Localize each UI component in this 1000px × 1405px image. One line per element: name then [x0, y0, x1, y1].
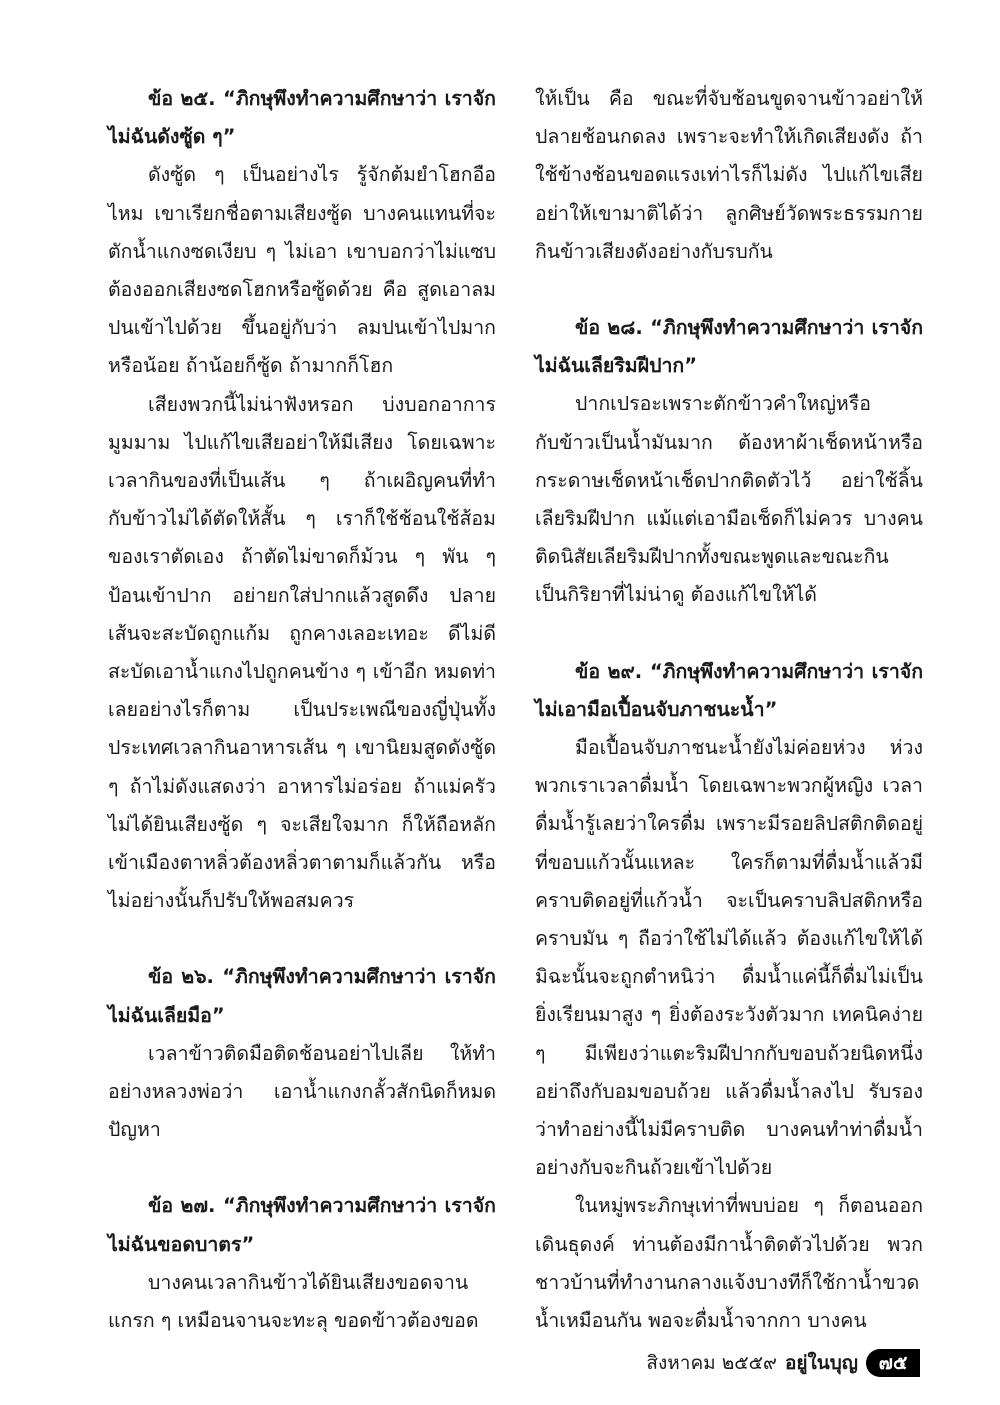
page-number-badge: ๗๕ — [866, 1349, 920, 1377]
footer-date: สิงหาคม ๒๕๕๙ — [646, 1352, 777, 1374]
right-column — [535, 80, 923, 1340]
section-29-paragraph-1: มือเปื้อนจับภาชนะน้ำยังไม่ค่อยห่วง ห่วงพวกเราเวลาดื่มน้ำ โดยเฉพาะพวกผู้หญิง เวลาดื่มน้ำรู้เลยว่าใครดื่ม เพราะมีรอยลิปสติกติดอยู่ที่ขอบแก้วนั้นแหละ ใครก็ตามที่ดื่มน้ำแล้วมีคราบติดอยู่ที่แก้วน้ำ จะเป็นคราบลิปสติกหรือคราบมัน ๆ ถือว่าใช้ไม่ได้แล้ว ต้องแก้ไขให้ได้ มิฉะนั้นจะถูกตำหนิว่า ดื่มน้ำแค่นี้ก็ดื่มไม่เป็น ยิ่งเรียนมาสูง ๆ ยิ่งต้องระวังตัวมาก เทคนิคง่าย ๆ มีเพียงว่าแตะริมฝีปากกับขอบถ้วยนิดหนึ่ง อย่าถึงกับอมขอบถ้วย แล้วดื่มน้ำลงไป รับรองว่าทำอย่างนี้ไม่มีคราบติด บางคนทำท่าดื่มน้ำอย่างกับจะกินถ้วยเข้าไปด้วย — [535, 736, 923, 1180]
section-29-heading: ข้อ ๒๙. “ภิกษุพึงทำความศึกษาว่า เราจักไม่เอามือเปื้อนจับภาชนะน้ำ” — [535, 659, 923, 721]
section-27-paragraph-1: บางคนเวลากินข้าวได้ยินเสียงขอดจานแกรก ๆ เหมือนจานจะทะลุ ขอดข้าวต้องขอด — [108, 1270, 479, 1333]
section-spacer — [108, 1149, 496, 1187]
section-27-paragraph-continued: ให้เป็น คือ ขณะที่จับช้อนขูดจานข้าวอย่าให้ปลายช้อนกดลง เพราะจะทำให้เกิดเสียงดัง ถ้าใช้ข้างช้อนขอดแรงเท่าไรก็ไม่ดัง ไปแก้ไขเสียอย่าให้เขามาติได้ว่า ลูกศิษย์วัดพระธรรมกายกินข้าวเสียงดังอย่างกับรบกัน — [535, 87, 923, 263]
footer-magazine-title: อยู่ในบุญ — [784, 1352, 858, 1374]
section-29-paragraph-2: ในหมู่พระภิกษุเท่าที่พบบ่อย ๆ ก็ตอนออกเดินธุดงค์ ท่านต้องมีกาน้ำติดตัวไปด้วย พวกชาวบ้านที่ทำงานกลางแจ้งบางทีก็ใช้กาน้ำขวดน้ำเหมือนกัน พอจะดื่มน้ำจากกา บางคน — [535, 1194, 923, 1333]
section-spacer — [535, 271, 923, 309]
section-28-heading: ข้อ ๒๘. “ภิกษุพึงทำความศึกษาว่า เราจักไม่ฉันเลียริมฝีปาก” — [535, 316, 923, 378]
section-27-heading: ข้อ ๒๗. “ภิกษุพึงทำความศึกษาว่า เราจักไม่ฉันขอดบาตร” — [108, 1194, 496, 1256]
section-25-heading: ข้อ ๒๕. “ภิกษุพึงทำความศึกษาว่า เราจักไม่ฉันดังซู้ด ๆ” — [108, 87, 496, 149]
section-28-paragraph-1: ปากเปรอะเพราะตักข้าวคำใหญ่หรือกับข้าวเป็นน้ำมันมาก ต้องหาผ้าเช็ดหน้าหรือกระดาษเช็ดหน้าเช็ดปากติดตัวไว้ อย่าใช้ลิ้นเลียริมฝีปาก แม้แต่เอามือเช็ดก็ไม่ควร บางคนติดนิสัยเลียริมฝีปากทั้งขณะพูดและขณะกิน เป็นกิริยาที่ไม่น่าดู ต้องแก้ไขให้ได้ — [535, 392, 923, 607]
left-column — [108, 80, 496, 1340]
section-25-paragraph-1: ดังซู้ด ๆ เป็นอย่างไร รู้จักต้มยำโฮกอือไหม เขาเรียกชื่อตามเสียงซู้ด บางคนแทนที่จะตักน้ำแกงซดเงียบ ๆ ไม่เอา เขาบอกว่าไม่แซบต้องออกเสียงซดโฮกหรือซู้ดด้วย คือ สูดเอาลมปนเข้าไปด้วย ขึ้นอยู่กับว่า ลมปนเข้าไปมากหรือน้อย ถ้าน้อยก็ซู้ด ถ้ามากก็โฮก — [108, 163, 496, 378]
section-26-heading: ข้อ ๒๖. “ภิกษุพึงทำความศึกษาว่า เราจักไม่ฉันเลียมือ” — [108, 965, 496, 1027]
page-footer — [646, 1347, 920, 1379]
section-26-paragraph-1: เวลาข้าวติดมือติดช้อนอย่าไปเลีย ให้ทำอย่างหลวงพ่อว่า เอาน้ำแกงกลั้วสักนิดก็หมดปัญหา — [108, 1041, 496, 1142]
section-spacer — [108, 920, 496, 958]
section-spacer — [535, 615, 923, 653]
section-25-paragraph-2: เสียงพวกนี้ไม่น่าฟังหรอก บ่งบอกอาการมูมมาม ไปแก้ไขเสียอย่าให้มีเสียง โดยเฉพาะเวลากินของที่เป็นเส้น ๆ ถ้าเผอิญคนที่ทำกับข้าวไม่ได้ตัดให้สั้น ๆ เราก็ใช้ช้อนใช้ส้อมของเราตัดเอง ถ้าตัดไม่ขาดก็ม้วน ๆ พัน ๆ ป้อนเข้าปาก อย่ายกใส่ปากแล้วสูดดึง ปลายเส้นจะสะบัดถูกแก้ม ถูกคางเลอะเทอะ ดีไม่ดีสะบัดเอาน้ำแกงไปถูกคนข้าง ๆ เข้าอีก หมดท่าเลยอย่างไรก็ตาม เป็นประเพณีของญี่ปุ่นทั้งประเทศเวลากินอาหารเส้น ๆ เขานิยมสูดดังซู้ด ๆ ถ้าไม่ดังแสดงว่า อาหารไม่อร่อย ถ้าแม่ครัวไม่ได้ยินเสียงซู้ด ๆ จะเสียใจมาก ก็ให้ถือหลักเข้าเมืองตาหลิ่วต้องหลิ่วตาตามก็แล้วกัน หรือไม่อย่างนั้นก็ปรับให้พอสมควร — [108, 392, 496, 913]
